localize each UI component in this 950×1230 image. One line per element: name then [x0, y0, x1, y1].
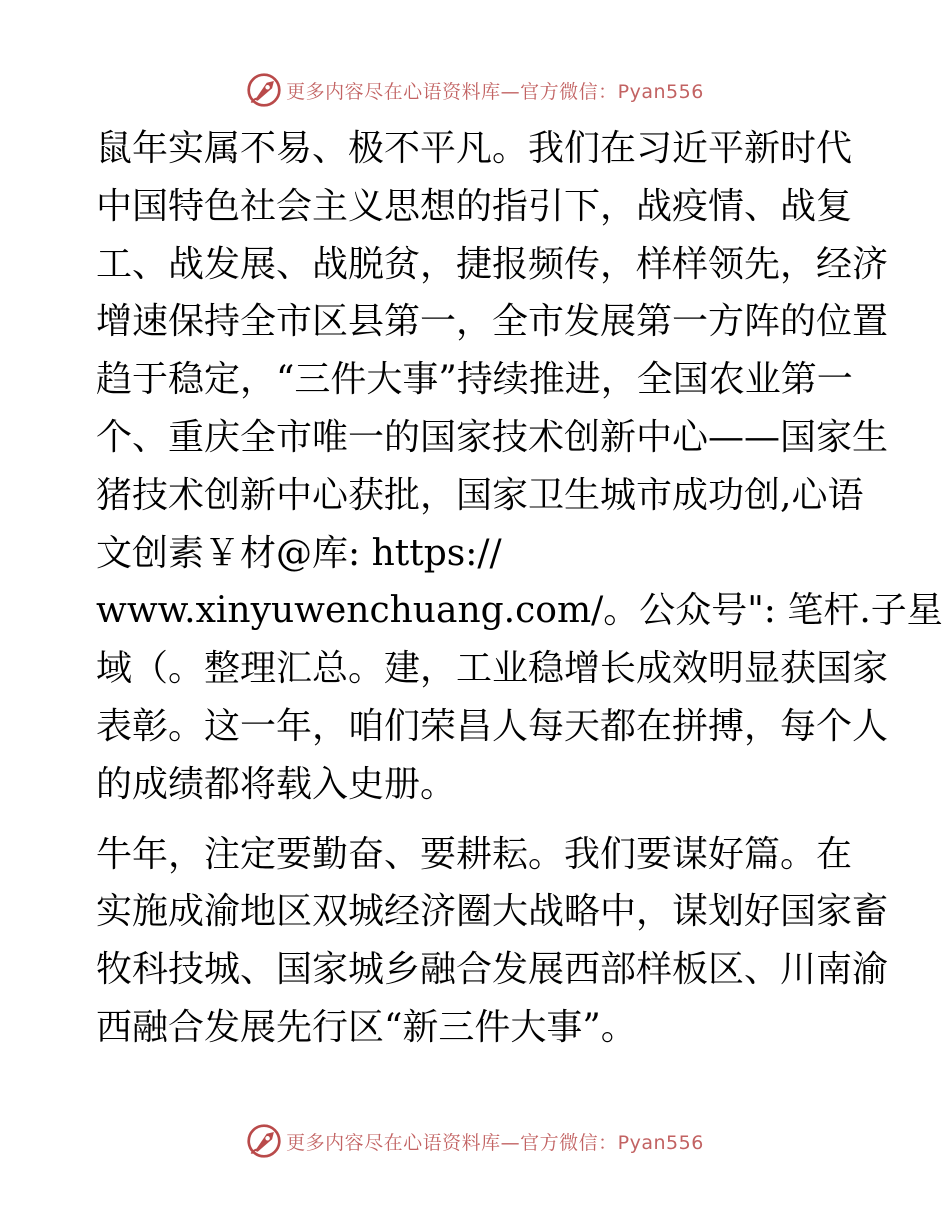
header-watermark-text: 更多内容尽在心语资料库—官方微信：Pyan556 — [286, 80, 704, 103]
paragraph — [96, 120, 943, 814]
pen-nib-logo-icon — [246, 1123, 282, 1159]
text-line: 牧科技城、国家城乡融合发展西部样板区、川南渝 — [96, 949, 889, 991]
footer-watermark-text: 更多内容尽在心语资料库—官方微信：Pyan556 — [286, 1131, 704, 1154]
document-body — [96, 120, 943, 1057]
text-line: 文创素￥材@库: https:// — [96, 532, 502, 574]
footer-watermark-banner — [0, 1121, 950, 1161]
text-line: 表彰。这一年，咱们荣昌人每天都在拼搏，每个人 — [96, 705, 889, 747]
text-line: 趋于稳定，“三件大事”持续推进，全国农业第一 — [96, 359, 853, 401]
text-line: 猪技术创新中心获批，国家卫生城市成功创,心语 — [96, 474, 864, 516]
text-line: 鼠年实属不易、极不平凡。我们在习近平新时代 — [96, 128, 853, 169]
text-line: 工、战发展、战脱贫，捷报频传，样样领先，经济 — [96, 243, 889, 285]
text-line: 中国特色社会主义思想的指引下，战疫情、战复 — [96, 185, 853, 227]
paragraph — [96, 826, 889, 1057]
text-line: 域（。整理汇总。建，工业稳增长成效明显获国家 — [96, 648, 889, 690]
text-line: 的成绩都将载入史册。 — [96, 763, 457, 805]
pen-nib-logo-icon — [246, 72, 282, 108]
header-watermark-banner — [0, 70, 950, 110]
text-line: 牛年，注定要勤奋、要耕耘。我们要谋好篇。在 — [96, 833, 853, 875]
text-line: 实施成渝地区双城经济圈大战略中，谋划好国家畜 — [96, 891, 889, 933]
text-line: www.xinyuwenchuang.com/。公众号": 笔杆.子星 — [96, 590, 943, 632]
text-line: 增速保持全市区县第一，全市发展第一方阵的位置 — [96, 301, 889, 343]
text-line: 个、重庆全市唯一的国家技术创新中心——国家生 — [96, 416, 889, 458]
text-line: 西融合发展先行区“新三件大事”。 — [96, 1006, 637, 1048]
